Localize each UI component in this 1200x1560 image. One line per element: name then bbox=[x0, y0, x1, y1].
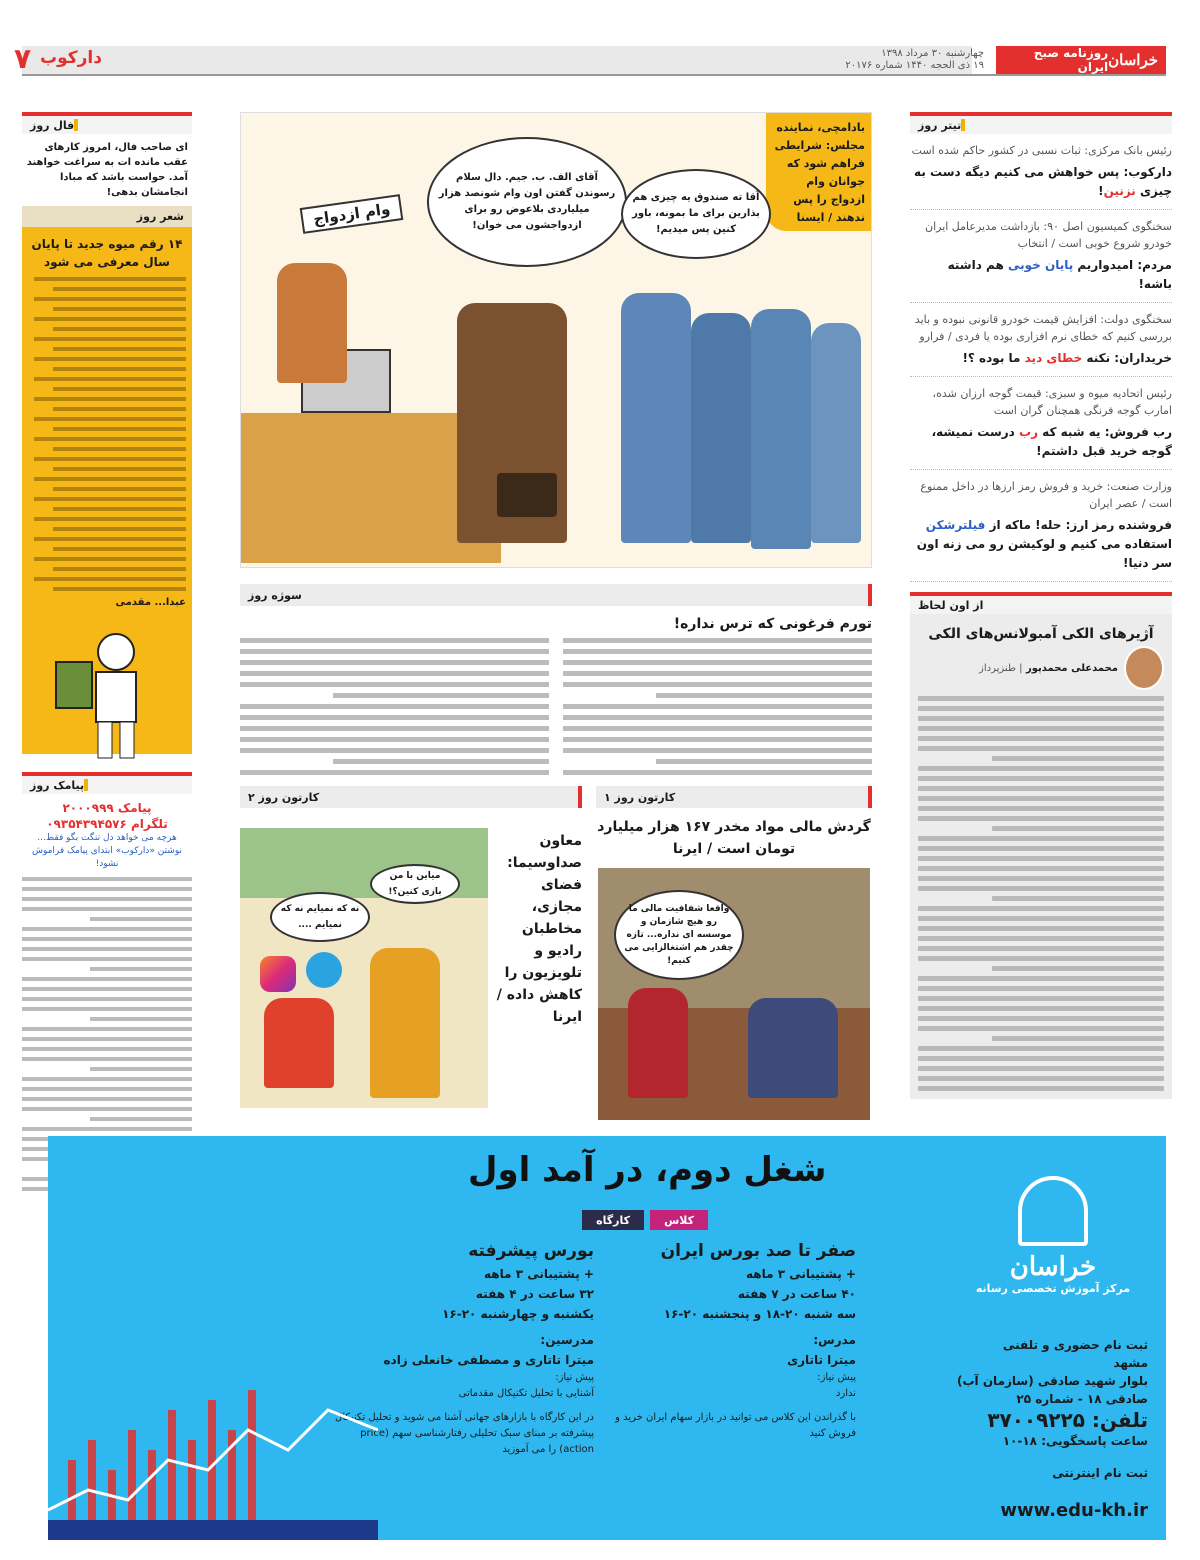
brand-name: خراسان bbox=[1108, 51, 1158, 69]
text-line bbox=[918, 1016, 1164, 1021]
text-line bbox=[918, 886, 1164, 891]
text-line bbox=[90, 917, 192, 921]
text-line bbox=[53, 307, 186, 311]
text-line bbox=[34, 437, 186, 441]
text-line bbox=[918, 856, 1164, 861]
text-line bbox=[240, 726, 549, 731]
text-line bbox=[53, 447, 186, 451]
tweet-response: مردم: امیدواریم پایان خوبی هم داشته باشه! bbox=[947, 258, 1172, 291]
poem-heading: شعر روز bbox=[22, 206, 192, 227]
text-line bbox=[53, 387, 186, 391]
text-line bbox=[240, 660, 549, 665]
text-line bbox=[240, 649, 549, 654]
text-line bbox=[53, 347, 186, 351]
text-line bbox=[53, 507, 186, 511]
text-line bbox=[22, 1047, 192, 1051]
tweet-item bbox=[910, 210, 1172, 303]
speech-bubble: نه که نمیایم نه که نمیایم .... bbox=[270, 892, 370, 942]
text-line bbox=[918, 1046, 1164, 1051]
text-line bbox=[22, 877, 192, 881]
text-line bbox=[333, 693, 549, 698]
text-line bbox=[34, 457, 186, 461]
text-line bbox=[34, 337, 186, 341]
text-line bbox=[918, 866, 1164, 871]
text-line bbox=[918, 736, 1164, 741]
text-line bbox=[918, 776, 1164, 781]
text-line bbox=[918, 1026, 1164, 1031]
text-line bbox=[918, 906, 1164, 911]
poem-illustration-icon bbox=[36, 612, 186, 762]
text-line bbox=[34, 417, 186, 421]
text-line bbox=[563, 737, 872, 742]
cartoon-2-image bbox=[240, 828, 488, 1108]
text-line bbox=[918, 716, 1164, 721]
text-line bbox=[563, 671, 872, 676]
cartoon-1-image bbox=[598, 868, 870, 1120]
advertisement[interactable] bbox=[48, 1136, 1166, 1540]
azavon-box bbox=[910, 614, 1172, 1099]
cartoon-1-heading: کارتون روز ۱ bbox=[596, 786, 872, 808]
text-line bbox=[918, 916, 1164, 921]
poem-box bbox=[22, 206, 192, 754]
text-line bbox=[240, 638, 549, 643]
text-line bbox=[918, 766, 1164, 771]
text-line bbox=[34, 357, 186, 361]
telegram-icon bbox=[306, 952, 342, 988]
author-row bbox=[918, 646, 1164, 690]
right-column bbox=[910, 112, 1172, 1099]
text-line bbox=[918, 996, 1164, 1001]
young-man-figure bbox=[751, 309, 811, 549]
cartoon-2-title: معاون صداوسیما: فضای مجازی، مخاطبان رادیو و تلویزیون را کاهش داده / ایرنا bbox=[496, 833, 582, 1025]
text-line bbox=[53, 567, 186, 571]
text-line bbox=[34, 297, 186, 301]
clerk-figure bbox=[277, 263, 347, 383]
date-line bbox=[784, 48, 984, 72]
children-figures bbox=[264, 998, 334, 1088]
telegram-number[interactable]: تلگرام ۰۹۳۵۴۳۹۴۵۷۶ bbox=[46, 817, 168, 831]
tweet-item bbox=[910, 134, 1172, 210]
text-line bbox=[34, 497, 186, 501]
tweet-item bbox=[910, 303, 1172, 377]
text-line bbox=[53, 527, 186, 531]
text-line bbox=[90, 1067, 192, 1071]
poem-title: ۱۴ رقم میوه جدید تا پایان سال معرفی می شود bbox=[31, 237, 183, 269]
fal-heading: فال روز bbox=[22, 112, 192, 134]
text-line bbox=[90, 967, 192, 971]
figure-addict bbox=[748, 998, 838, 1098]
text-line bbox=[563, 649, 872, 654]
tweet-source: رئیس بانک مرکزی: ثبات نسبی در کشور حاکم شده است bbox=[911, 144, 1172, 157]
young-man-figure bbox=[691, 313, 751, 543]
text-line bbox=[22, 977, 192, 981]
young-man-figure bbox=[811, 323, 861, 543]
text-line bbox=[918, 746, 1164, 751]
text-line bbox=[34, 577, 186, 581]
text-line bbox=[240, 737, 549, 742]
text-line bbox=[563, 682, 872, 687]
ad-title: شغل دوم، در آمد اول bbox=[468, 1150, 827, 1190]
text-line bbox=[53, 547, 186, 551]
text-line bbox=[240, 682, 549, 687]
ad-url-link[interactable]: www.edu-kh.ir bbox=[1000, 1500, 1148, 1521]
cartoon-2-section bbox=[240, 786, 582, 1122]
text-line bbox=[563, 748, 872, 753]
text-line bbox=[918, 1086, 1164, 1091]
left-column bbox=[22, 112, 192, 1191]
loan-sign: وام ازدواج bbox=[300, 194, 404, 234]
ad-class-block: صفر تا صد بورس ایران + پشتیبانی ۳ ماهه ۴۰ ساعت در ۷ هفته سه شنبه ۲۰-۱۸ و پنجشنبه ۲۰-۱۶ مدرس: میترا تاتاری پیش نیاز: ندارد با گذراندن این کلاس می توانید در بازار سهام ایران خرید و فروش کنید bbox=[615, 1241, 856, 1439]
figure-red bbox=[628, 988, 688, 1098]
tv-head-figure bbox=[370, 948, 440, 1098]
text-line bbox=[563, 660, 872, 665]
poem-signature: عبدا... مقدمی bbox=[115, 597, 186, 608]
main-cartoon bbox=[240, 112, 872, 568]
tweets-heading: تیتر روز bbox=[910, 112, 1172, 134]
text-line bbox=[22, 997, 192, 1001]
text-line bbox=[22, 987, 192, 991]
text-line bbox=[918, 956, 1164, 961]
text-line bbox=[918, 1066, 1164, 1071]
text-line bbox=[918, 696, 1164, 701]
text-line bbox=[34, 517, 186, 521]
text-line bbox=[34, 537, 186, 541]
text-line bbox=[34, 317, 186, 321]
text-line bbox=[918, 836, 1164, 841]
text-line bbox=[918, 816, 1164, 821]
text-line bbox=[240, 704, 549, 709]
text-line bbox=[992, 756, 1164, 761]
brand-sub: روزنامه صبح ایران bbox=[1033, 46, 1109, 74]
tweet-source: وزارت صنعت: خرید و فروش رمز ارزها در داخل ممنوع است / عصر ایران bbox=[920, 480, 1172, 510]
text-line bbox=[34, 557, 186, 561]
logo-icon bbox=[1018, 1176, 1088, 1246]
text-line bbox=[918, 806, 1164, 811]
date-hijri: ۱۹ ذی الحجه ۱۴۴۰ شماره ۲۰۱۷۶ bbox=[845, 60, 984, 71]
tweet-source: سخنگوی کمیسیون اصل ۹۰: بازداشت مدیرعامل ایران خودرو شروع خوبی است / انتخاب bbox=[924, 220, 1172, 250]
text-line bbox=[333, 759, 549, 764]
text-line bbox=[656, 759, 872, 764]
text-line bbox=[22, 1107, 192, 1111]
text-line bbox=[53, 287, 186, 291]
soojeh-section bbox=[240, 584, 872, 775]
instagram-icon bbox=[260, 956, 296, 992]
azavon-heading: از اون لحاظ bbox=[910, 592, 1172, 614]
sms-number[interactable]: پیامک ۲۰۰۰۹۹۹ bbox=[62, 801, 152, 815]
text-line bbox=[53, 427, 186, 431]
section-name: دارکوب bbox=[40, 48, 102, 68]
text-line bbox=[992, 1036, 1164, 1041]
text-line bbox=[918, 986, 1164, 991]
text-line bbox=[918, 946, 1164, 951]
author-name: محمدعلی محمدپور | طنزپرداز bbox=[979, 662, 1118, 674]
tweet-source: سخنگوی دولت: افزایش قیمت خودرو قانونی نبوده و باید بررسی کنیم که خطای نرم افزاری بوده یا فردی / فرارو bbox=[914, 313, 1172, 343]
sms-heading: پیامک روز bbox=[22, 772, 192, 794]
text-line bbox=[656, 693, 872, 698]
text-line bbox=[22, 1027, 192, 1031]
text-line bbox=[22, 897, 192, 901]
text-line bbox=[918, 936, 1164, 941]
text-line bbox=[22, 1057, 192, 1061]
fal-text: ای صاحب فال، امروز کارهای عقب مانده ات به سراغت خواهند آمد. حواست باشد که مبادا انجامشان بدهی! bbox=[26, 142, 188, 198]
newspaper-logo[interactable] bbox=[996, 46, 1166, 74]
text-line bbox=[918, 786, 1164, 791]
cartoon-2-heading: کارتون روز ۲ bbox=[240, 786, 582, 808]
tweet-source: رئیس اتحادیه میوه و سبزی: قیمت گوجه ارزان شده، امارب گوجه فرنگی همچنان گران است bbox=[932, 387, 1172, 417]
text-line bbox=[53, 587, 186, 591]
speech-bubble: میاین با من بازی کنین؟! bbox=[370, 864, 460, 904]
cartoon-1-section bbox=[596, 786, 872, 1120]
tweet-response: دارکوب: پس خواهش می کنیم دیگه دست به چیزی نزنین! bbox=[914, 165, 1172, 198]
text-line bbox=[22, 957, 192, 961]
text-line bbox=[240, 715, 549, 720]
text-line bbox=[992, 826, 1164, 831]
ad-contact: ثبت نام حضوری و تلفنی مشهد بلوار شهید صادقی (سازمان آب) صادقی ۱۸ - شماره ۲۵ تلفن: ۳۷۰۰۹۲۲۵ ساعت پاسخگویی: ۱۸-۱۰ ثبت نام اینترنتی bbox=[956, 1338, 1148, 1480]
text-line bbox=[918, 706, 1164, 711]
text-line bbox=[22, 1007, 192, 1011]
text-line bbox=[22, 1127, 192, 1131]
text-line bbox=[22, 947, 192, 951]
author-avatar bbox=[1124, 646, 1164, 690]
text-line bbox=[22, 887, 192, 891]
text-line bbox=[918, 1076, 1164, 1081]
text-line bbox=[53, 487, 186, 491]
text-line bbox=[240, 770, 549, 775]
date-persian: چهارشنبه ۳۰ مرداد ۱۳۹۸ bbox=[881, 48, 984, 59]
text-line bbox=[53, 467, 186, 471]
text-line bbox=[34, 397, 186, 401]
text-line bbox=[563, 715, 872, 720]
text-line bbox=[90, 1017, 192, 1021]
text-line bbox=[563, 638, 872, 643]
text-line bbox=[918, 846, 1164, 851]
sms-contact bbox=[22, 800, 192, 832]
soojeh-heading: سوژه روز bbox=[240, 584, 872, 606]
text-line bbox=[918, 976, 1164, 981]
text-line bbox=[240, 748, 549, 753]
young-man-figure bbox=[621, 293, 691, 543]
text-line bbox=[22, 1087, 192, 1091]
text-line bbox=[53, 407, 186, 411]
speech-bubble-young-man: آقا ته صندوق یه چیزی هم بذارین برای ما بمونه، باور کنین پس میدیم! bbox=[621, 169, 771, 259]
article-title: آژیرهای الکی آمبولانس‌های الکی bbox=[928, 626, 1154, 642]
speech-bubble: واقعا شفافیت مالی ما رو هیچ شازمان و موسسه ای نداره... تازه چقدر هم اشتغالزایی می کنیم! bbox=[614, 890, 744, 980]
tweet-item bbox=[910, 377, 1172, 470]
text-line bbox=[53, 327, 186, 331]
text-line bbox=[918, 1056, 1164, 1061]
sms-notes: هرچه می خواهد دل تنگت بگو فقط... نوشتن «دارکوب» ابتدای پیامک فراموش نشود! bbox=[31, 833, 183, 869]
text-line bbox=[992, 966, 1164, 971]
tab-workshop: کارگاه bbox=[582, 1210, 644, 1230]
text-line bbox=[918, 1006, 1164, 1011]
text-line bbox=[34, 277, 186, 281]
tweets-list bbox=[910, 134, 1172, 582]
text-line bbox=[34, 377, 186, 381]
text-line bbox=[563, 770, 872, 775]
speech-bubble-old-man: آقای الف. ب. جیم. دال سلام رسوندن گفتن اون وام شونصد هزار میلیاردی بلاعوض رو برای ازدواجشون می خوان! bbox=[427, 137, 627, 267]
tweet-response: رب فروش: یه شبه که رب درست نمیشه، گوجه خرید قبل داشتم! bbox=[931, 425, 1172, 458]
text-line bbox=[22, 937, 192, 941]
ad-workshop-block: بورس پیشرفته + پشتیبانی ۳ ماهه ۳۲ ساعت در ۴ هفته یکشنبه و چهارشنبه ۲۰-۱۶ مدرسین: میترا تاتاری و مصطفی خانعلی زاده پیش نیاز: آشنایی با تحلیل تکنیکال مقدماتی در این کارگاه با بازارهای جهانی آشنا می شوید و تحلیل تکنیکال پیشرفته بر مبنای سبک تحلیلی رفتارشناسی سهم (price action) را می آموزید bbox=[335, 1241, 594, 1455]
text-line bbox=[918, 796, 1164, 801]
tweet-response: فروشنده رمز ارز: حله! ماکه از فیلترشکن استفاده می کنیم و لوکیشن رو می زنه اون سر دنیا! bbox=[916, 518, 1172, 570]
text-line bbox=[22, 927, 192, 931]
tab-class: کلاس bbox=[650, 1210, 708, 1230]
text-line bbox=[563, 704, 872, 709]
text-line bbox=[34, 477, 186, 481]
khorasan-logo: خراسان مرکز آموزش تخصصی رسانه bbox=[958, 1176, 1148, 1295]
text-line bbox=[53, 367, 186, 371]
text-line bbox=[918, 926, 1164, 931]
cartoon-caption: بادامچی، نماینده مجلس: شرایطی فراهم شود که جوانان وام ازدواج را پس ندهند / ایسنا bbox=[766, 113, 871, 231]
text-line bbox=[563, 726, 872, 731]
text-line bbox=[22, 1077, 192, 1081]
tweet-item bbox=[910, 470, 1172, 582]
page-header bbox=[14, 42, 1166, 76]
article-body bbox=[918, 696, 1164, 1091]
soojeh-title: تورم فرغونی که ترس نداره! bbox=[673, 616, 872, 632]
text-line bbox=[22, 907, 192, 911]
text-line bbox=[240, 671, 549, 676]
briefcase-icon bbox=[497, 473, 557, 517]
tweet-response: خریداران: نکنه خطای دید ما بوده ؟! bbox=[962, 351, 1172, 365]
poem-body bbox=[28, 277, 186, 591]
text-line bbox=[918, 876, 1164, 881]
azavon-section bbox=[910, 592, 1172, 1099]
stock-chart-icon bbox=[48, 1370, 378, 1540]
text-line bbox=[22, 1037, 192, 1041]
cartoon-1-title: گردش مالی مواد مخدر ۱۶۷ هزار میلیارد تومان است / ایرنا bbox=[597, 819, 871, 857]
page-number: ۷ bbox=[14, 42, 32, 75]
soojeh-body bbox=[240, 638, 872, 775]
text-line bbox=[918, 726, 1164, 731]
text-line bbox=[90, 1117, 192, 1121]
text-line bbox=[22, 1097, 192, 1101]
text-line bbox=[992, 896, 1164, 901]
